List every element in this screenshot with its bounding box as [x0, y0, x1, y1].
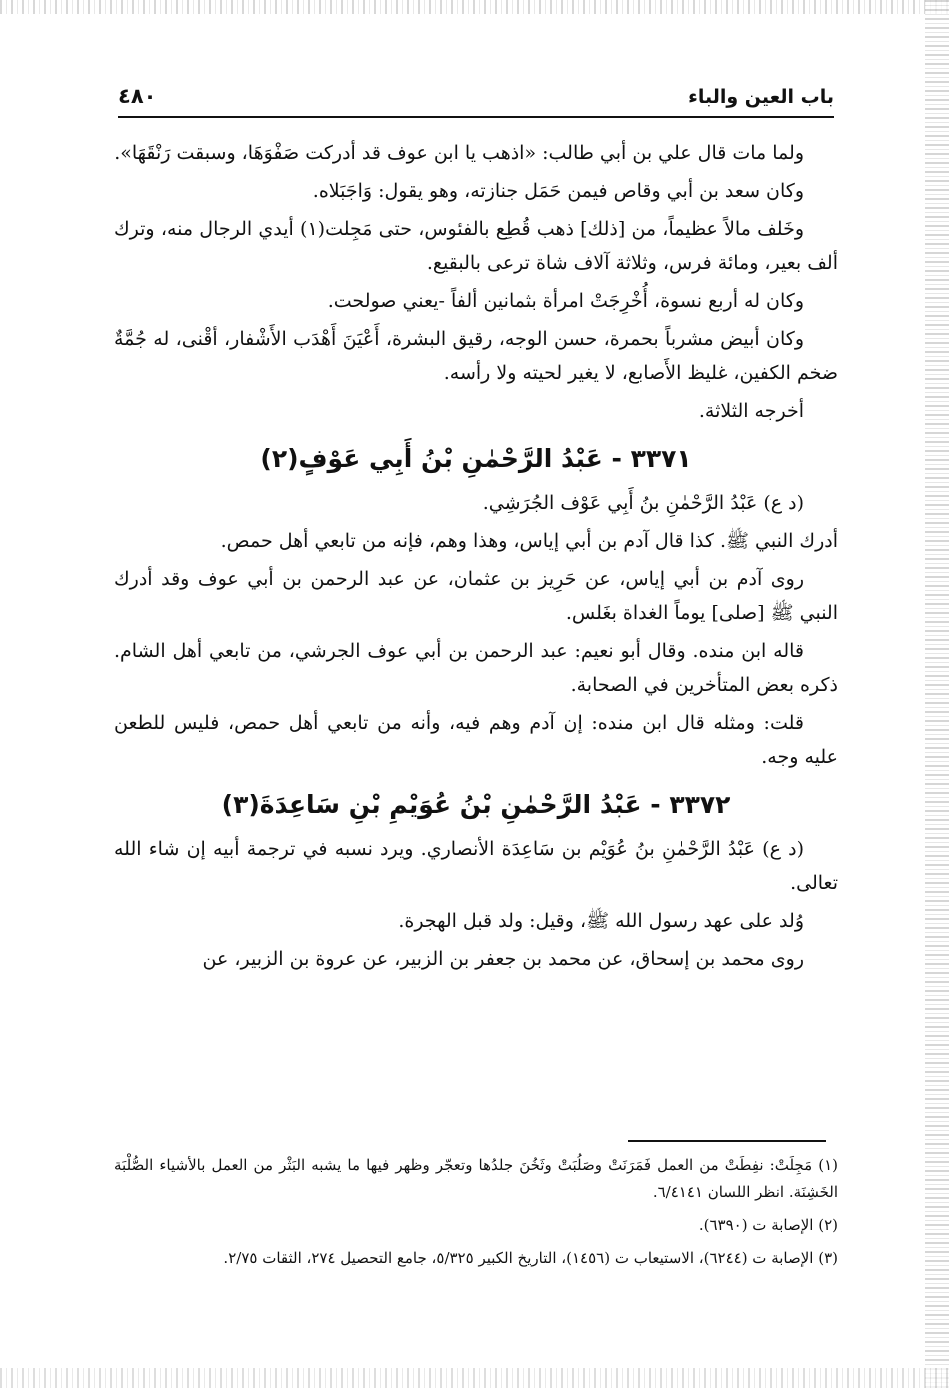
entry-heading: ٣٣٧٢ - عَبْدُ الرَّحْمٰنِ بْنُ عُوَيْمِ بْنِ سَاعِدَةَ(٣) — [221, 790, 731, 819]
running-header — [118, 82, 834, 118]
footnote: (٣) الإصابة ت (٦٢٤٤)، الاستيعاب ت (١٤٥٦)، التاريخ الكبير ٥/٣٢٥، جامع التحصيل ٢٧٤، الثقات ٢/٧٥. — [223, 1249, 838, 1267]
paragraph: (د ع) عَبْدُ الرَّحْمٰنِ بنُ أَبِي عَوْف الجُرَشِي. — [482, 492, 804, 514]
footnote: (٢) الإصابة ت (٦٣٩٠). — [698, 1216, 838, 1234]
paragraph: روى محمد بن إسحاق، عن محمد بن جعفر بن الزبير، عن عروة بن الزبير، عن — [202, 948, 804, 970]
paragraph: ولما مات قال علي بن أبي طالب: «اذهب يا ابن عوف قد أدركت صَفْوَهَا، وسبقت رَنْقَهَا». — [114, 142, 804, 164]
main-text — [114, 136, 838, 980]
scan-edge-bottom — [0, 1368, 949, 1388]
paragraph: قاله ابن منده. وقال أبو نعيم: عبد الرحمن بن أبي عوف الجرشي، من تابعي أهل الشام. ذكره بعض المتأخرين في الصحابة. — [114, 640, 838, 696]
footnote-separator — [628, 1140, 826, 1142]
paragraph: وكان أبيض مشرباً بحمرة، حسن الوجه، رقيق البشرة، أَعْيَنَ أَهْدَب الأَشْفار، أقْنى، له جُمَّةٌ ضخم الكفين، غليظ الأَصابع، لا يغير لحيته ولا رأسه. — [114, 328, 838, 384]
footnote: (١) مَجِلَتْ: نفِطَتْ من العمل فَمَرَنَتْ وصَلُبَتْ وثَخُنَ جلدُها وتعجّر وظهر فيها ما يشبه البَثْر من العمل بالأشياء الصُّلْبَة الخَشِنَة. انظر اللسان ٦/٤١٤١. — [114, 1156, 838, 1201]
paragraph: أدرك النبي ﷺ. كذا قال آدم بن أبي إياس، وهذا وهم، فإنه من تابعي أهل حمص. — [220, 530, 838, 552]
paragraph: وُلد على عهد رسول الله ﷺ، وقيل: ولد قبل الهجرة. — [398, 910, 804, 932]
paragraph: أخرجه الثلاثة. — [698, 400, 804, 422]
paragraph: (د ع) عَبْدُ الرَّحْمٰنِ بنُ عُوَيْم بن سَاعِدَة الأنصاري. ويرد نسبه في ترجمة أبيه إن شاء الله تعالى. — [114, 838, 838, 894]
paragraph: روى آدم بن أبي إياس، عن حَرِيز بن عثمان، عن عبد الرحمن بن أبي عوف وقد أدرك النبي ﷺ [صلى] يوماً الغداة بغَلس. — [114, 568, 838, 624]
paragraph: وخَلف مالاً عظيماً، من [ذلك] ذهب قُطِع بالفئوس، حتى مَجِلت(١) أيدي الرجال منه، وترك ألف بعير، ومائة فرس، وثلاثة آلاف شاة ترعى بالبقيع. — [114, 218, 838, 274]
page-number: ٤٨٠ — [118, 84, 157, 108]
paragraph: وكان له أربع نسوة، أُخْرِجَتْ امرأة بثمانين ألفاً -يعني صولحت. — [327, 290, 804, 312]
entry-heading: ٣٣٧١ - عَبْدُ الرَّحْمٰنِ بْنُ أَبِي عَوْفٍ(٢) — [260, 444, 692, 473]
scan-edge-right — [925, 0, 949, 1388]
footnotes — [114, 1152, 838, 1278]
scan-edge-top — [0, 0, 949, 14]
chapter-title: باب العين والباء — [688, 86, 834, 108]
paragraph: قلت: ومثله قال ابن منده: إن آدم وهم فيه، وأنه من تابعي أهل حمص، فليس للطعن عليه وجه. — [114, 712, 838, 768]
paragraph: وكان سعد بن أبي وقاص فيمن حَمَل جنازته، وهو يقول: وَاجَبَلاه. — [312, 180, 804, 202]
